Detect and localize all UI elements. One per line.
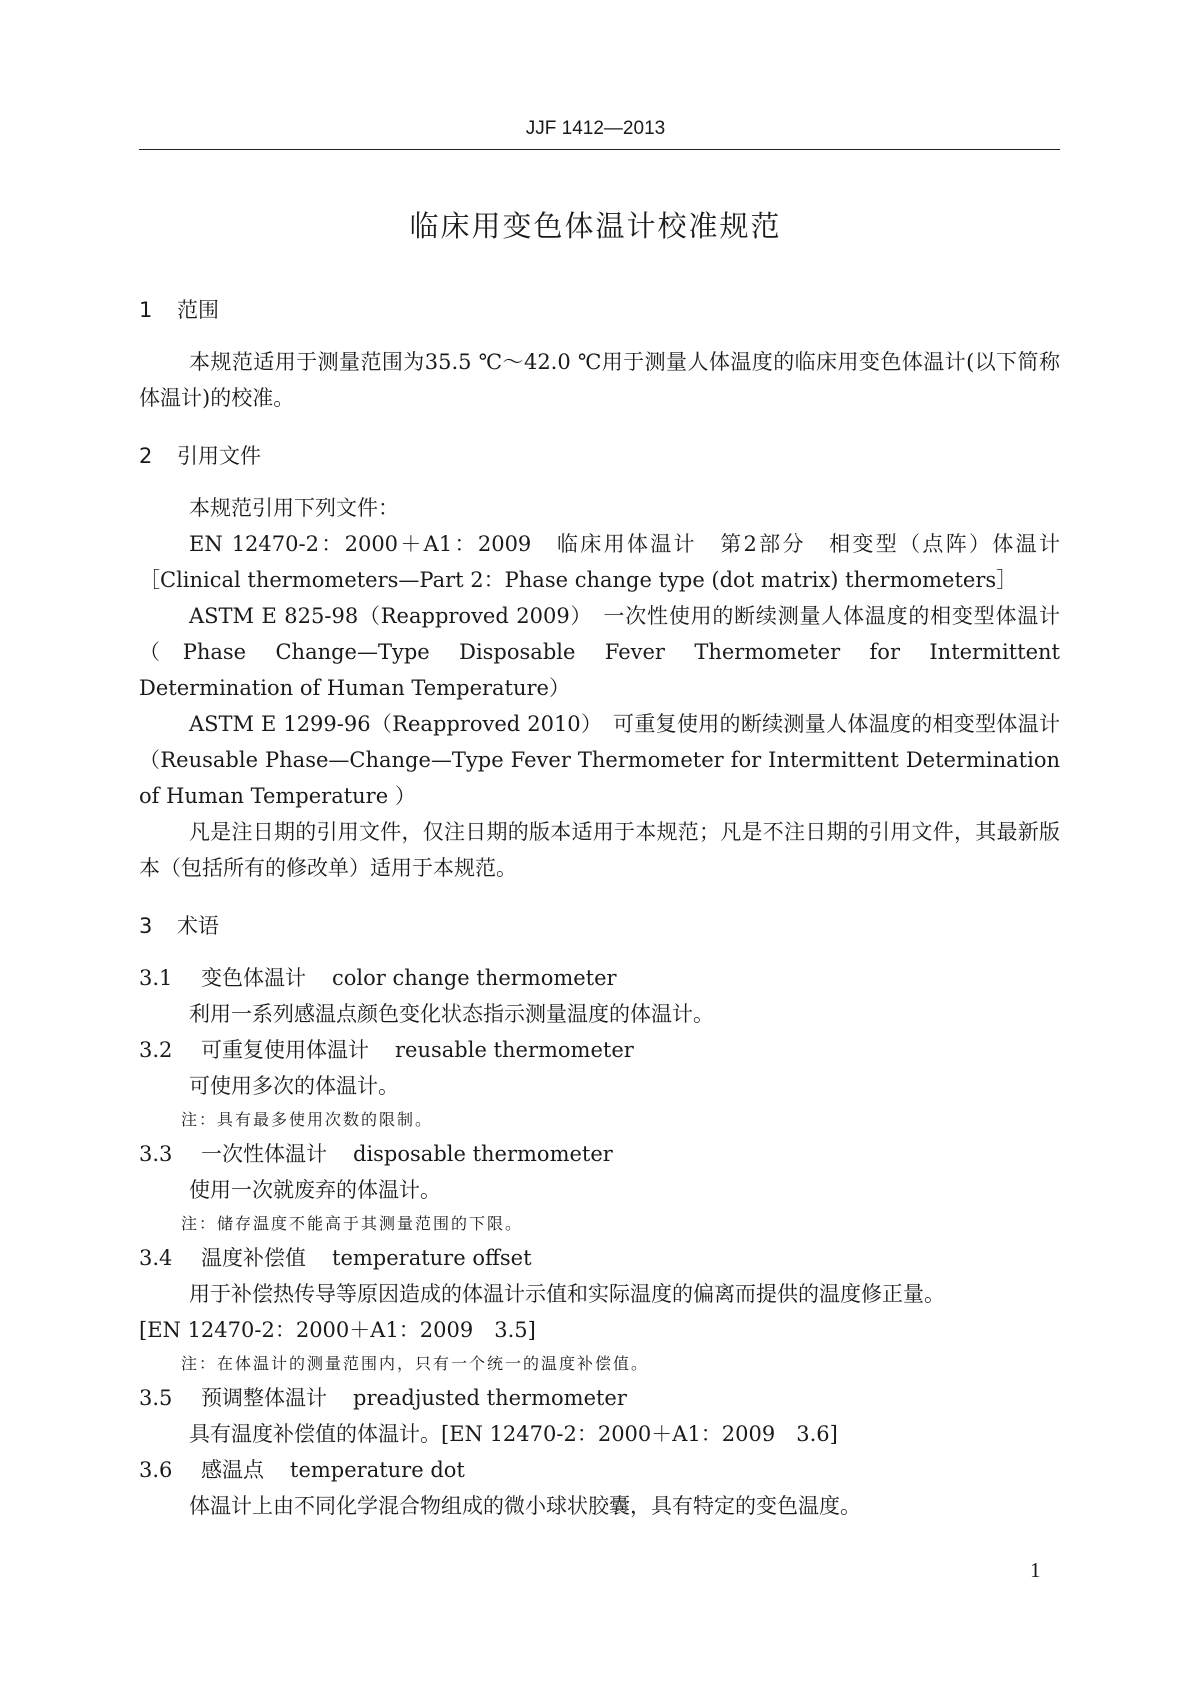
reference-item: EN 12470-2：2000＋A1：2009 临床用体温计 第2部分 相变型（点阵）体温计［Clinical thermometers—Part 2：Phase change type (dot matrix) thermometers］ xyxy=(139,532,1060,592)
term-english: preadjusted thermometer xyxy=(353,1386,627,1410)
term-english: temperature dot xyxy=(290,1458,465,1482)
section-heading-scope xyxy=(139,292,1060,328)
term-number: 3.2 xyxy=(139,1038,173,1062)
term-definition: 具有温度补偿值的体温计。[EN 12470-2：2000＋A1：2009 3.6] xyxy=(189,1422,838,1446)
term-note: 注：在体温计的测量范围内，只有一个统一的温度补偿值。 xyxy=(181,1354,650,1373)
reference-item: ASTM E 1299-96（Reapproved 2010） 可重复使用的断续测量人体温度的相变型体温计（Reusable Phase—Change—Type Fever Thermometer for Intermittent Determination of Human Temperature ） xyxy=(139,712,1060,808)
standard-code: JJF 1412—2013 xyxy=(525,118,666,139)
reference-item: ASTM E 825-98（Reapproved 2009） 一次性使用的断续测量人体温度的相变型体温计（Phase Change—Type Disposable Fever Thermometer for Intermittent Determination of Human Temperature） xyxy=(139,604,1060,700)
section-title: 术语 xyxy=(177,914,219,938)
term-entry xyxy=(139,1136,1060,1172)
section-heading-references xyxy=(139,438,1060,474)
term-number: 3.6 xyxy=(139,1458,173,1482)
term-definition: 体温计上由不同化学混合物组成的微小球状胶囊，具有特定的变色温度。 xyxy=(189,1494,861,1518)
paragraph: 本规范适用于测量范围为35.5 ℃～42.0 ℃用于测量人体温度的临床用变色体温计(以下简称体温计)的校准。 xyxy=(139,350,1060,410)
term-chinese: 感温点 xyxy=(201,1458,264,1482)
term-chinese: 预调整体温计 xyxy=(201,1386,327,1410)
term-definition: 利用一系列感温点颜色变化状态指示测量温度的体温计。 xyxy=(189,1002,714,1026)
page-title: 临床用变色体温计校准规范 xyxy=(409,209,782,243)
term-chinese: 温度补偿值 xyxy=(201,1246,306,1270)
term-chinese: 变色体温计 xyxy=(201,966,306,990)
paragraph: 本规范引用下列文件： xyxy=(189,496,399,520)
term-number: 3.1 xyxy=(139,966,173,990)
term-entry xyxy=(139,1380,1060,1416)
term-entry xyxy=(139,960,1060,996)
term-chinese: 可重复使用体温计 xyxy=(201,1038,369,1062)
term-entry xyxy=(139,1032,1060,1068)
document-body xyxy=(139,292,1060,1524)
section-title: 引用文件 xyxy=(177,444,261,468)
term-note: 注：具有最多使用次数的限制。 xyxy=(181,1110,434,1129)
term-english: temperature offset xyxy=(332,1246,532,1270)
term-chinese: 一次性体温计 xyxy=(201,1142,327,1166)
section-number: 2 xyxy=(139,444,153,468)
term-definition: 用于补偿热传导等原因造成的体温计示值和实际温度的偏离而提供的温度修正量。 xyxy=(189,1282,945,1306)
section-number: 3 xyxy=(139,914,153,938)
section-heading-terms xyxy=(139,908,1060,944)
term-number: 3.4 xyxy=(139,1246,173,1270)
header-divider xyxy=(139,149,1060,150)
term-english: color change thermometer xyxy=(332,966,617,990)
section-number: 1 xyxy=(139,298,153,322)
term-number: 3.5 xyxy=(139,1386,173,1410)
term-note: 注：储存温度不能高于其测量范围的下限。 xyxy=(181,1214,524,1233)
term-number: 3.3 xyxy=(139,1142,173,1166)
term-entry xyxy=(139,1452,1060,1488)
term-source-reference: [EN 12470-2：2000＋A1：2009 3.5] xyxy=(139,1318,536,1342)
page-number: 1 xyxy=(1030,1558,1041,1582)
term-definition: 使用一次就废弃的体温计。 xyxy=(189,1178,441,1202)
section-title: 范围 xyxy=(177,298,219,322)
term-english: disposable thermometer xyxy=(353,1142,613,1166)
term-definition: 可使用多次的体温计。 xyxy=(189,1074,399,1098)
paragraph: 凡是注日期的引用文件，仅注日期的版本适用于本规范；凡是不注日期的引用文件，其最新版本（包括所有的修改单）适用于本规范。 xyxy=(139,820,1060,880)
term-english: reusable thermometer xyxy=(395,1038,634,1062)
term-entry xyxy=(139,1240,1060,1276)
